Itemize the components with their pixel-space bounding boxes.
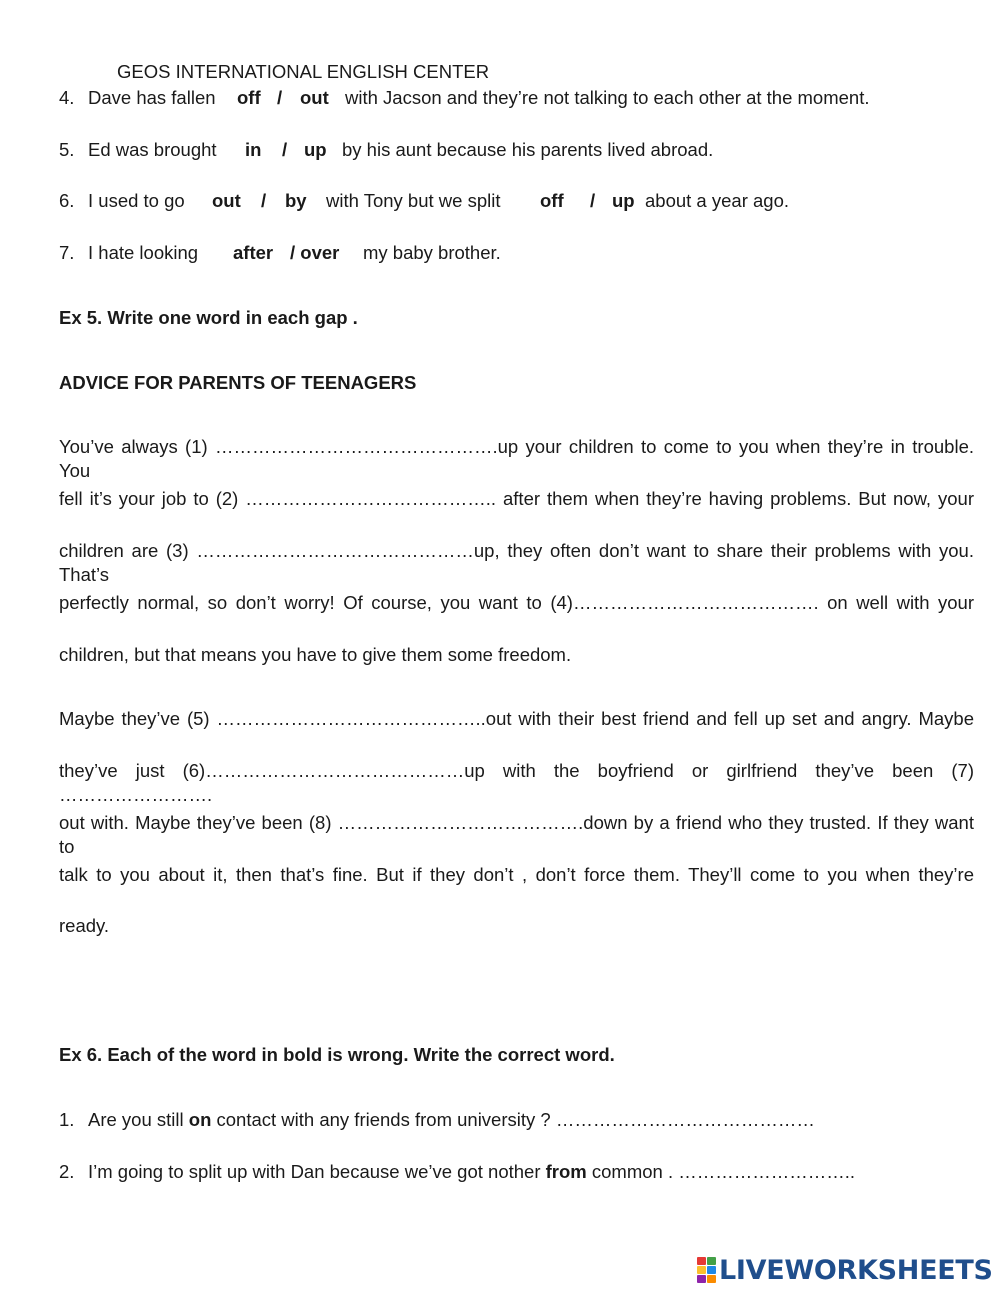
paragraph-line: they’ve just (6)……………………………………up with the boyfriend or girlfriend they’ve been (7) ……………………. [59,760,974,805]
option-word[interactable]: after [233,242,274,263]
item-text: I hate looking [88,242,199,263]
item-text: Dave has fallen [88,87,216,108]
item-text: about a year ago. [645,190,789,211]
item-text: I’m going to split up with Dan because we’ve got nother [88,1161,546,1182]
option-word[interactable]: / over [290,242,340,263]
item-text: my baby brother. [363,242,501,263]
paragraph-line: You’ve always (1) ……………………………………….up your children to come to you when they’re in trouble. You [59,436,974,481]
logo-square [707,1275,716,1283]
option-word[interactable]: in [245,139,262,160]
option-word[interactable]: up [612,190,635,211]
ex5-heading: Ex 5. Write one word in each gap . [59,307,358,328]
paragraph-line: Maybe they’ve (5) ……………………………………..out with their best friend and fell up set and angry. Maybe [59,708,974,729]
item-number: 4. [59,87,75,108]
item-number: 1. [59,1109,75,1130]
option-separator: / [282,139,288,160]
item-text-with-gap[interactable]: common . ……………………….. [586,1161,856,1182]
option-word[interactable]: out [212,190,241,211]
logo-text: LIVEWORKSHEETS [719,1254,993,1286]
logo-square [697,1266,706,1274]
logo-squares-icon [697,1257,716,1283]
item-text: with Jacson and they’re not talking to each other at the moment. [345,87,870,108]
option-word[interactable]: out [300,87,329,108]
item-sentence [88,1108,815,1132]
item-number: 6. [59,190,75,211]
item-number: 7. [59,242,75,263]
item-text: Ed was brought [88,139,217,160]
item-text: with Tony but we split [326,190,501,211]
option-word[interactable]: off [237,87,261,108]
option-separator: / [261,190,267,211]
logo-square [697,1275,706,1283]
option-word[interactable]: by [285,190,307,211]
paragraph-line: fell it’s your job to (2) ………………………………….. after them when they’re having problems. But now, your [59,488,974,509]
paragraph-line: talk to you about it, then that’s fine. But if they don’t , don’t force them. They’ll come to you when they’re [59,864,974,885]
paragraph-line: ready. [59,915,110,936]
item-text: I used to go [88,190,185,211]
item-number: 2. [59,1161,75,1182]
logo-square [697,1257,706,1265]
item-sentence [88,1160,855,1184]
item-text: Are you still [88,1109,189,1130]
logo-square [707,1257,716,1265]
ex6-heading: Ex 6. Each of the word in bold is wrong. Write the correct word. [59,1044,615,1065]
bold-wrong-word: from [545,1161,587,1182]
paragraph-line: out with. Maybe they’ve been (8) ………………………………….down by a friend who they trusted. If they want to [59,812,974,857]
paragraph-line: children, but that means you have to give them some freedom. [59,644,572,665]
center-name: GEOS INTERNATIONAL ENGLISH CENTER [117,61,490,82]
option-separator: / [590,190,596,211]
option-word[interactable]: up [304,139,327,160]
paragraph-line: perfectly normal, so don’t worry! Of course, you want to (4)…………………………………. on well with your [59,592,974,613]
ex5-title: ADVICE FOR PARENTS OF TEENAGERS [59,372,417,393]
item-text: by his aunt because his parents lived abroad. [342,139,714,160]
item-text-with-gap[interactable]: contact with any friends from university ? …………………………………… [211,1109,815,1130]
logo-square [707,1266,716,1274]
option-separator: / [277,87,283,108]
item-number: 5. [59,139,75,160]
paragraph-line: children are (3) ………………………………………up, they often don’t want to share their problems with you. That’s [59,540,974,585]
liveworksheets-logo[interactable] [697,1253,993,1287]
bold-wrong-word: on [188,1109,212,1130]
option-word[interactable]: off [540,190,564,211]
